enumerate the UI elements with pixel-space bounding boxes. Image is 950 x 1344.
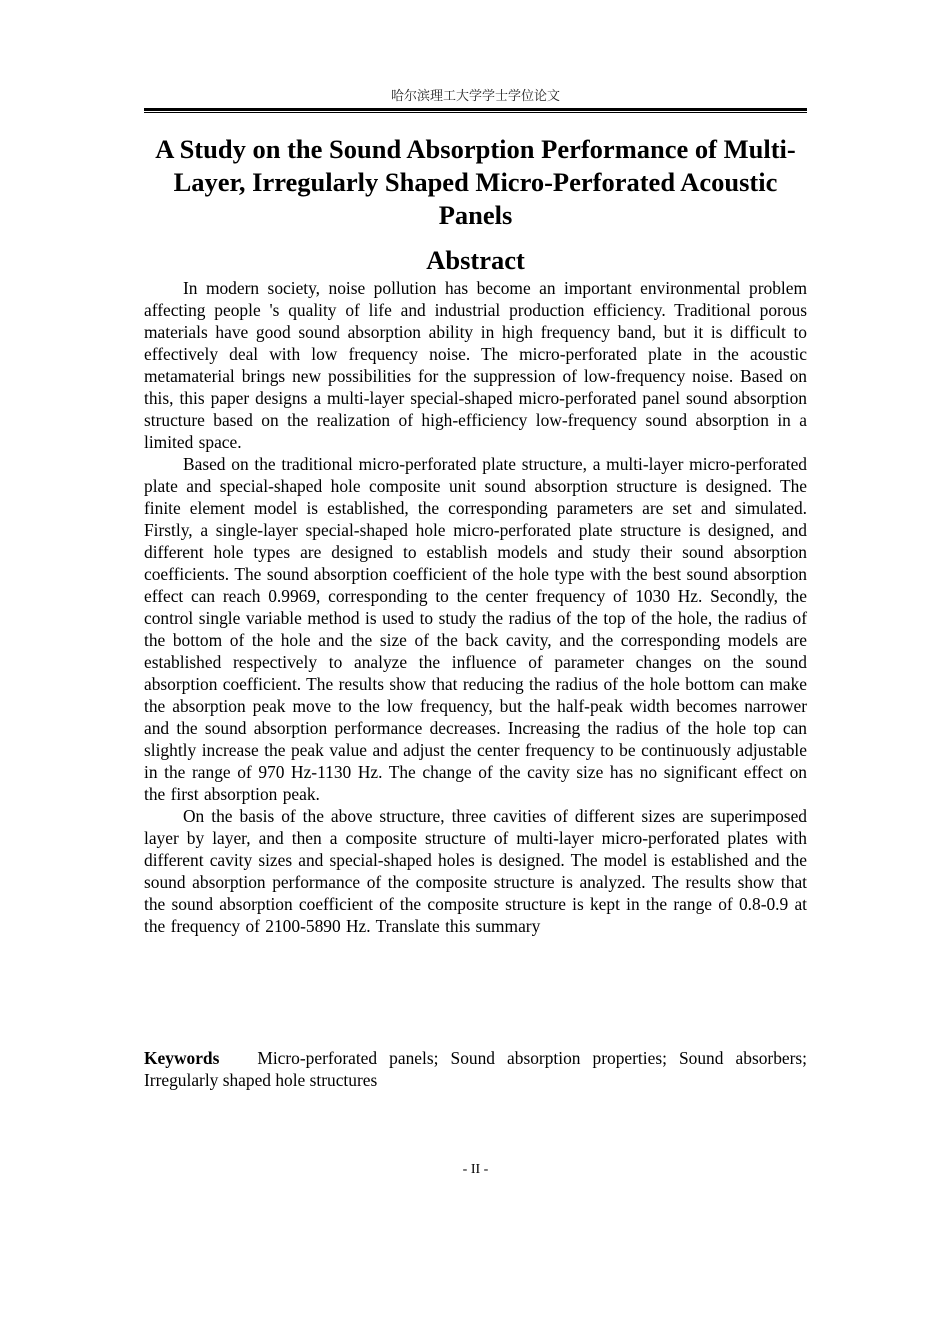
keywords-line [144,1047,807,1091]
keywords-label: Keywords [144,1048,220,1068]
keywords-text: Micro-perforated panels; Sound absorption properties; Sound absorbers; Irregularly shaped hole structures [144,1048,807,1090]
abstract-paragraph: Based on the traditional micro-perforated plate structure, a multi-layer micro-perforated plate and special-shaped hole composite unit sound absorption structure is designed. The finite element model is established, the corresponding parameters are set and simulated. Firstly, a single-layer special-shaped hole micro-perforated plate structure is designed, and different hole types are designed to establish models and study their sound absorption coefficients. The sound absorption coefficient of the hole type with the best sound absorption effect can reach 0.9969, corresponding to the center frequency of 1030 Hz. Secondly, the control single variable method is used to study the radius of the top of the hole, the radius of the bottom of the hole and the size of the back cavity, and the corresponding models are established respectively to analyze the influence of parameter changes on the sound absorption coefficient. The results show that reducing the radius of the hole bottom can make the absorption peak move to the low frequency, but the half-peak width becomes narrower and the sound absorption performance decreases. Increasing the radius of the hole top can slightly increase the peak value and adjust the center frequency to be continuously adjustable in the range of 970 Hz-1130 Hz. The change of the cavity size has no significant effect on the first absorption peak. [144,454,807,804]
abstract-paragraph: On the basis of the above structure, three cavities of different sizes are superimposed layer by layer, and then a composite structure of multi-layer micro-perforated plates with different cavity sizes and special-shaped holes is designed. The model is established and the sound absorption performance of the composite structure is analyzed. The results show that the sound absorption coefficient of the composite structure is kept in the range of 0.8-0.9 at the frequency of 2100-5890 Hz. Translate this summary [144,806,807,936]
running-header: 哈尔滨理工大学学士学位论文 [390,89,560,104]
page-number: - II - [462,1162,489,1177]
paper-title: A Study on the Sound Absorption Performance of Multi-Layer, Irregularly Shaped Micro-Perforated Acoustic Panels [155,134,796,230]
header-rule [144,108,807,111]
abstract-paragraph: In modern society, noise pollution has become an important environmental problem affecting people 's quality of life and industrial production efficiency. Traditional porous materials have good sound absorption ability in high frequency band, but it is difficult to effectively deal with low frequency noise. The micro-perforated plate in the acoustic metamaterial brings new possibilities for the suppression of low-frequency noise. Based on this, this paper designs a multi-layer special-shaped micro-perforated panel sound absorption structure based on the realization of high-efficiency low-frequency sound absorption in a limited space. [144,278,807,452]
abstract-body [144,277,807,937]
abstract-heading: Abstract [426,245,525,275]
header-rule-thin [144,112,807,113]
